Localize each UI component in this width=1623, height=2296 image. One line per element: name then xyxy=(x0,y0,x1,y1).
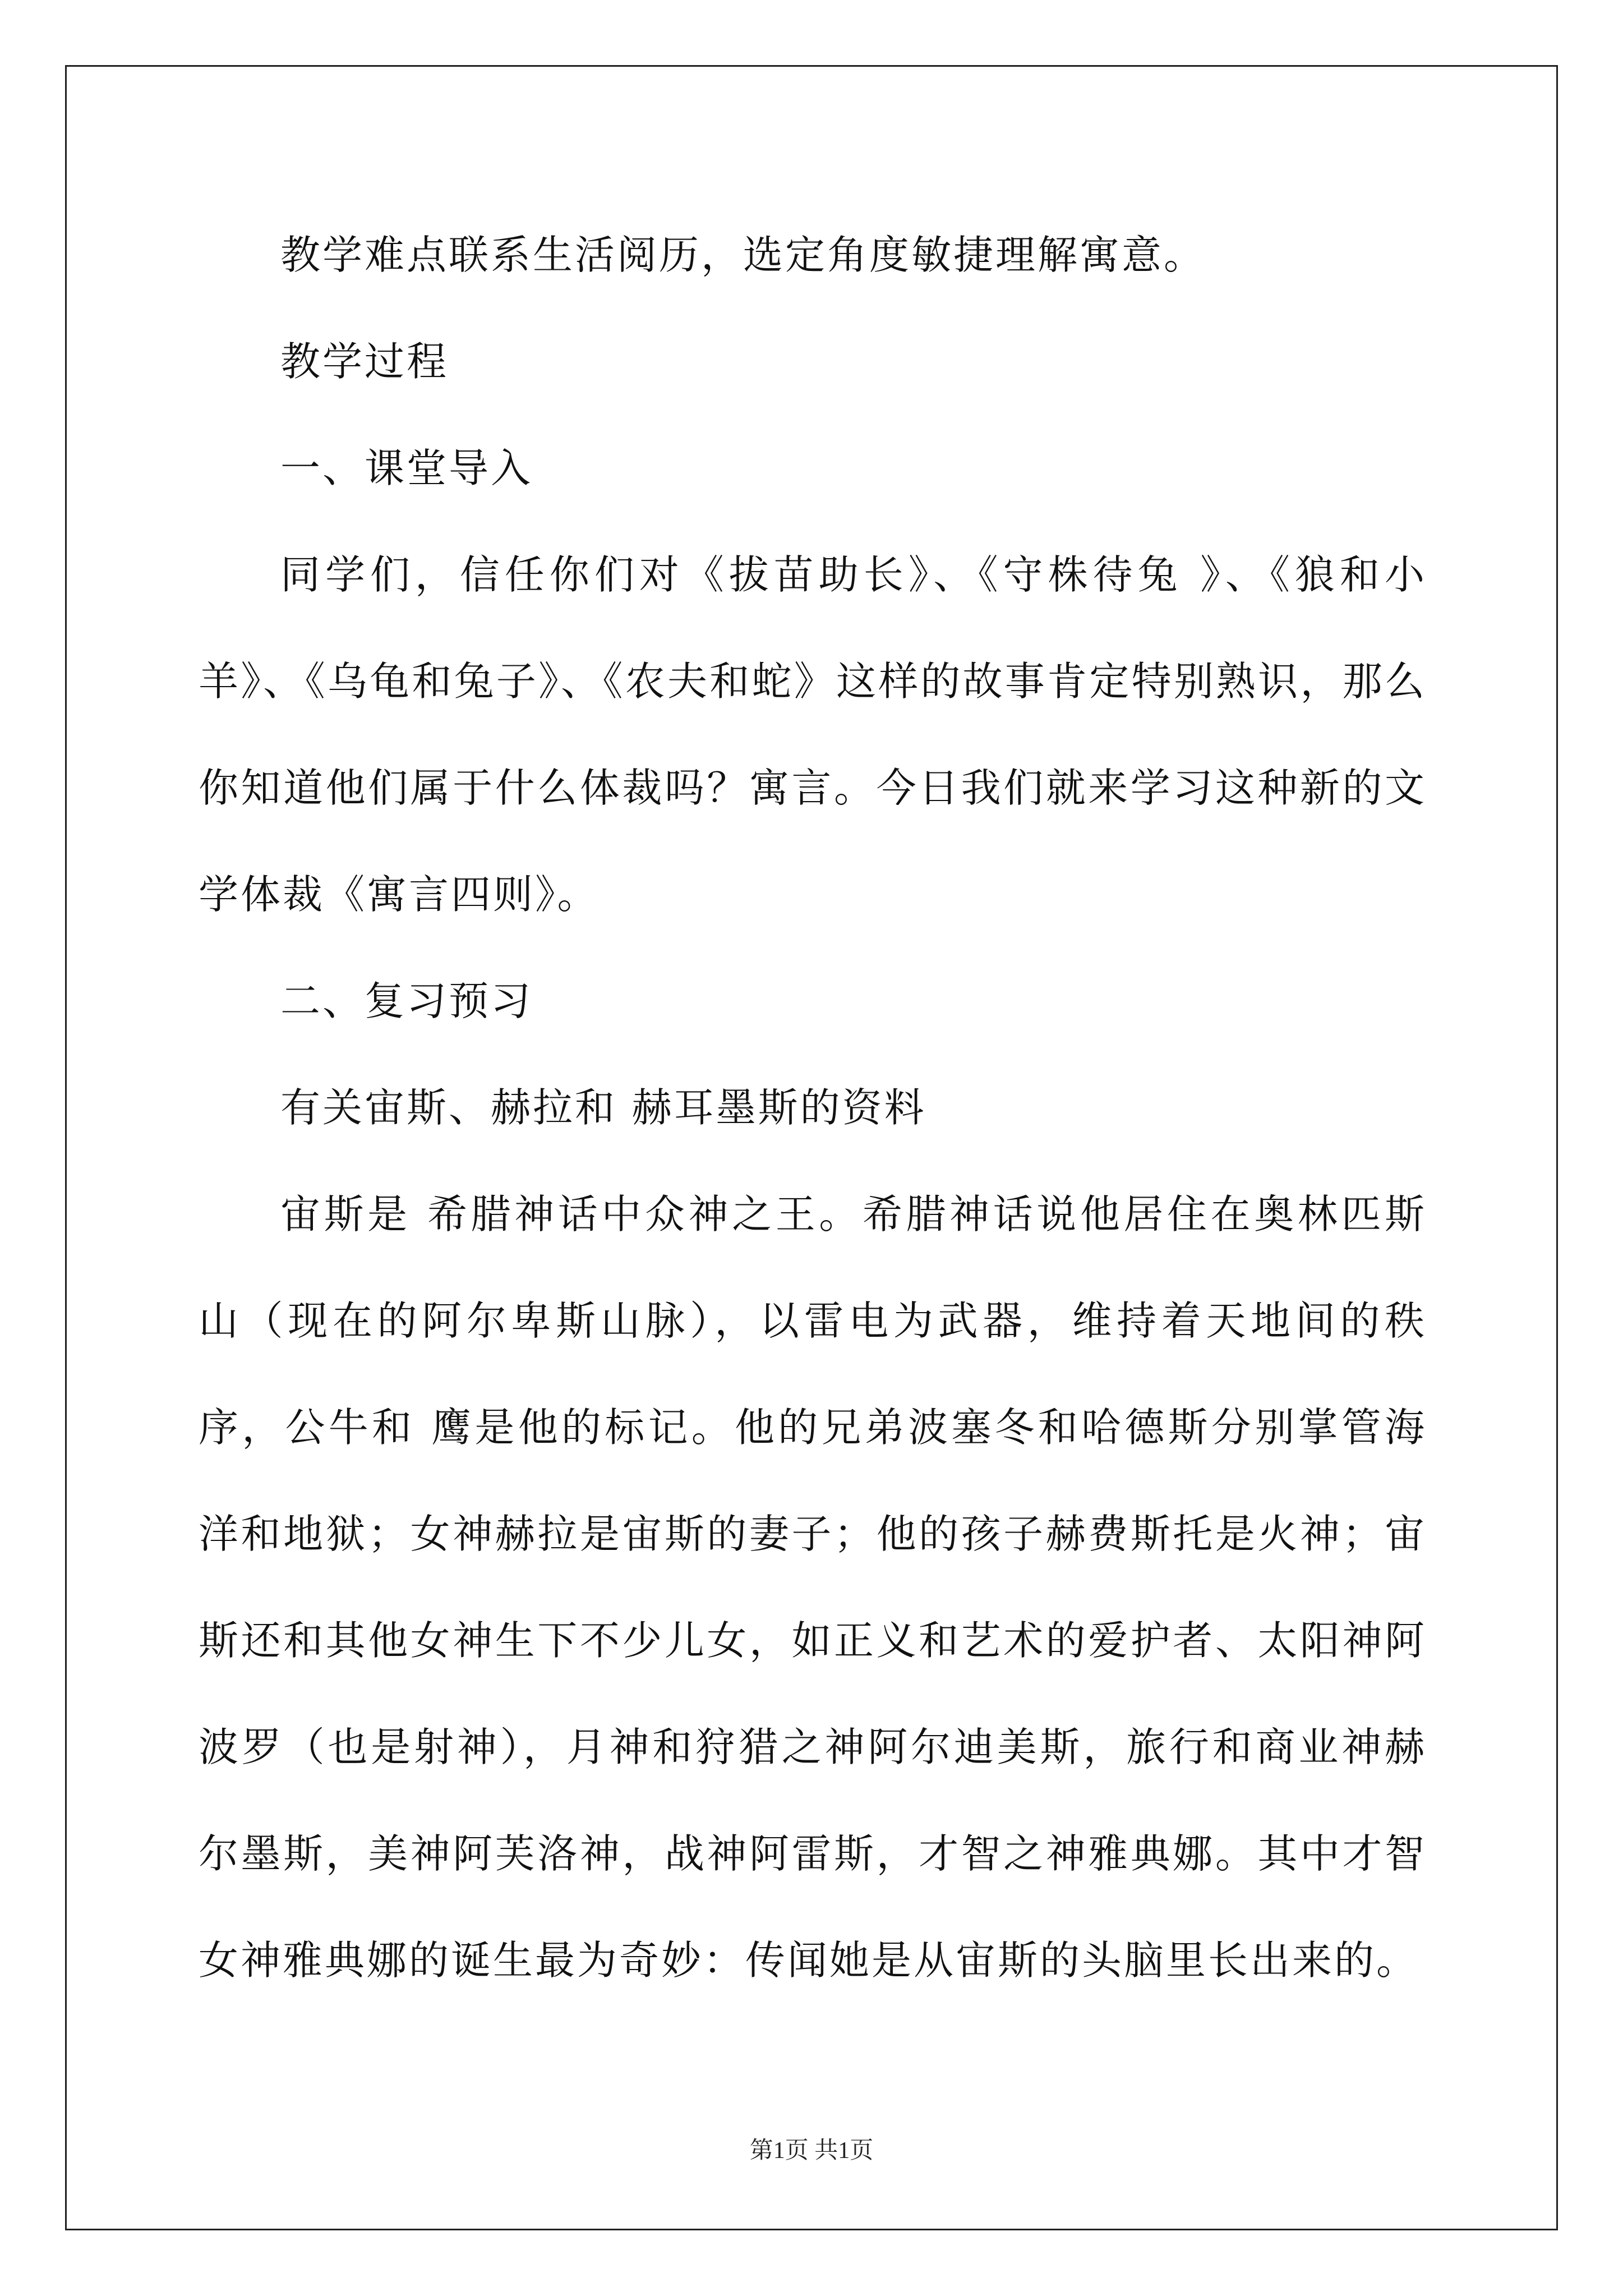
paragraph-section-intro: 一、课堂导入 xyxy=(280,445,533,491)
page-footer: 第1页 共1页 xyxy=(749,2138,874,2164)
paragraph-teaching-process: 教学过程 xyxy=(280,338,449,385)
paragraph-section-review: 二、复习预习 xyxy=(280,978,533,1024)
paragraph-materials-heading: 有关宙斯、赫拉和 赫耳墨斯的资料 xyxy=(280,1084,926,1131)
paragraph-intro-text: 同学们，信任你们对《拔苗助长》、《守株待兔 》、《狼和小羊》、《乌龟和兔子》、《农夫和蛇》这样的故事肯定特别熟识，那么你知道他们属于什么体裁吗？寓言。今日我们就来学习这种新的文学体裁《寓言四则》。 xyxy=(199,551,1427,918)
paragraph-zeus-text: 宙斯是 希腊神话中众神之王。希腊神话说他居住在奥林匹斯山（现在的阿尔卑斯山脉），以雷电为武器，维持着天地间的秩序，公牛和 鹰是他的标记。他的兄弟波塞冬和哈德斯分别掌管海洋和地狱；女神赫拉是宙斯的妻子；他的孩子赫费斯托是火神；宙斯还和其他女神生下不少儿女，如正义和艺术的爱护者、太阳神阿波罗（也是射神），月神和狩猎之神阿尔迪美斯，旅行和商业神赫尔墨斯，美神阿芙洛神，战神阿雷斯，才智之神雅典娜。其中才智女神雅典娜的诞生最为奇妙：传闻她是从宙斯的头脑里长出来的。 xyxy=(199,1191,1427,1984)
paragraph-teaching-difficulty: 教学难点联系生活阅历，选定角度敏捷理解寓意。 xyxy=(280,232,1206,278)
document-body xyxy=(199,202,1427,2014)
